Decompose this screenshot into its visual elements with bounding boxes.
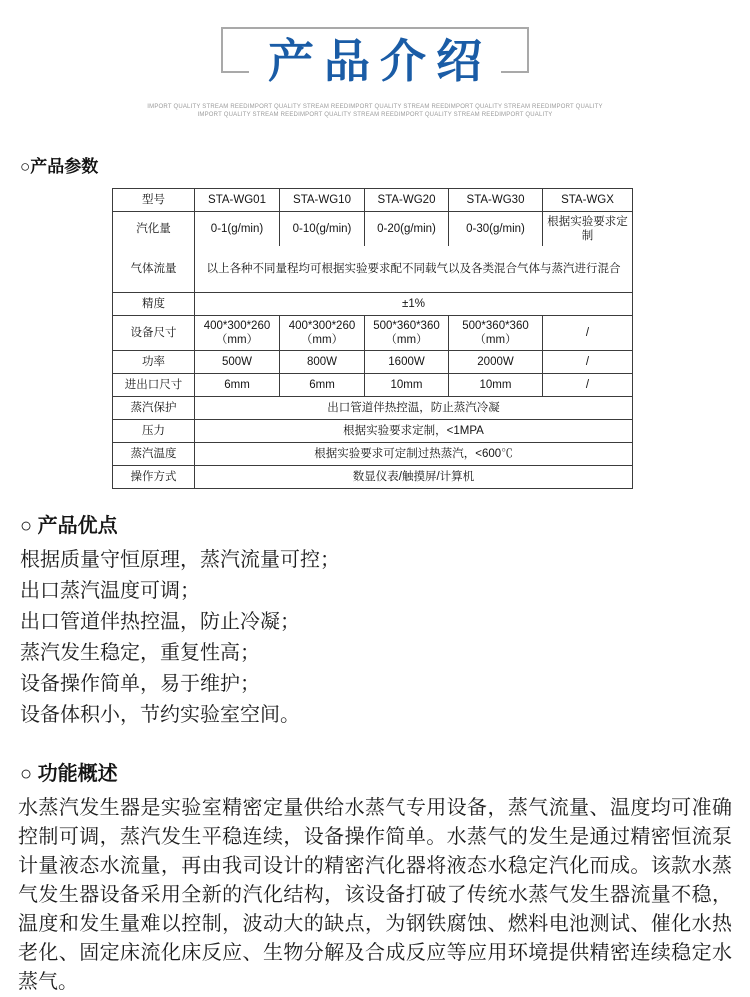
cell-power-wg10: 800W	[280, 351, 365, 374]
overview-paragraph: 水蒸汽发生器是实验室精密定量供给水蒸气专用设备，蒸气流量、温度均可准确控制可调，蒸汽发生平稳连续，设备操作简单。水蒸气的发生是通过精密恒流泵计量液态水流量，再由我司设计的精密汽化器将液态水稳定汽化而成。该款水蒸气发生器设备采用全新的汽化结构，该设备打破了传统水蒸气发生器流量不稳，温度和发生量难以控制，波动大的缺点，为钢铁腐蚀、燃料电池测试、催化水热老化、固定床流化床反应、生物分解及合成反应等应用环境提供精密连续稳定水蒸气。	[18, 797, 732, 993]
section-title-overview: ○ 功能概述	[20, 763, 118, 785]
cell-gas-flow: 以上各种不同量程均可根据实验要求配不同载气以及各类混合气体与蒸汽进行混合	[195, 246, 633, 293]
row-steam-protection	[113, 397, 633, 420]
row-label-dimensions: 设备尺寸	[113, 316, 195, 351]
section-title-advantages: ○ 产品优点	[20, 515, 118, 537]
cell-steam-temperature: 根据实验要求可定制过热蒸汽，<600℃	[195, 443, 633, 466]
row-vaporization	[113, 212, 633, 247]
advantage-line-2: 出口蒸汽温度可调；	[20, 580, 200, 602]
cell-operation: 数显仪表/触摸屏/计算机	[195, 466, 633, 489]
row-label-vaporization: 汽化量	[113, 212, 195, 247]
cell-power-wgx: /	[543, 351, 633, 374]
header-tagline	[0, 103, 750, 119]
row-accuracy	[113, 293, 633, 316]
page-title: 产品介绍	[268, 35, 492, 87]
header-frame-left	[221, 27, 249, 73]
cell-pressure: 根据实验要求定制，<1MPA	[195, 420, 633, 443]
section-title-params: ○产品参数	[20, 157, 99, 176]
cell-vaporization-wgx: 根据实验要求定制	[543, 212, 633, 247]
row-label-pressure: 压力	[113, 420, 195, 443]
row-operation	[113, 466, 633, 489]
cell-port-size-wgx: /	[543, 374, 633, 397]
col-header-wg20: STA-WG20	[365, 189, 449, 212]
cell-port-size-wg20: 10mm	[365, 374, 449, 397]
row-dimensions	[113, 316, 633, 351]
row-power	[113, 351, 633, 374]
header-frame-top	[221, 27, 529, 29]
advantages-list	[20, 545, 750, 731]
cell-dimensions-wg10: 400*300*260（mm）	[280, 316, 365, 351]
row-label-steam-protection: 蒸汽保护	[113, 397, 195, 420]
spec-table	[112, 188, 633, 489]
cell-port-size-wg30: 10mm	[449, 374, 543, 397]
page-header	[221, 27, 529, 100]
row-label-accuracy: 精度	[113, 293, 195, 316]
row-label-steam-temperature: 蒸汽温度	[113, 443, 195, 466]
advantage-line-1: 根据质量守恒原理，蒸汽流量可控；	[20, 549, 340, 571]
cell-power-wg30: 2000W	[449, 351, 543, 374]
cell-vaporization-wg10: 0-10(g/min)	[280, 212, 365, 247]
col-header-wg01: STA-WG01	[195, 189, 280, 212]
tagline-line2: IMPORT QUALITY STREAM REEDIMPORT QUALITY STREAM REEDIMPORT QUALITY STREAM REEDIMPORT QUALITY	[197, 112, 553, 118]
advantage-line-6: 设备体积小，节约实验室空间。	[20, 704, 300, 726]
col-header-model: 型号	[113, 189, 195, 212]
cell-dimensions-wg01: 400*300*260（mm）	[195, 316, 280, 351]
col-header-wgx: STA-WGX	[543, 189, 633, 212]
spec-header-row	[113, 189, 633, 212]
cell-dimensions-wgx: /	[543, 316, 633, 351]
row-label-power: 功率	[113, 351, 195, 374]
cell-dimensions-wg20: 500*360*360（mm）	[365, 316, 449, 351]
cell-accuracy: ±1%	[195, 293, 633, 316]
product-intro-page	[0, 27, 750, 997]
row-label-gas-flow: 气体流量	[113, 246, 195, 293]
tagline-line1: IMPORT QUALITY STREAM REEDIMPORT QUALITY STREAM REEDIMPORT QUALITY STREAM REEDIMPORT QUALITY STREAM REEDIMPORT QUALITY	[147, 104, 603, 110]
advantage-line-4: 蒸汽发生稳定，重复性高；	[20, 642, 260, 664]
row-gas-flow	[113, 246, 633, 293]
row-label-port-size: 进出口尺寸	[113, 374, 195, 397]
row-steam-temperature	[113, 443, 633, 466]
cell-vaporization-wg01: 0-1(g/min)	[195, 212, 280, 247]
row-label-operation: 操作方式	[113, 466, 195, 489]
row-pressure	[113, 420, 633, 443]
cell-steam-protection: 出口管道伴热控温，防止蒸汽冷凝	[195, 397, 633, 420]
cell-port-size-wg10: 6mm	[280, 374, 365, 397]
advantage-line-5: 设备操作简单，易于维护；	[20, 673, 260, 695]
cell-port-size-wg01: 6mm	[195, 374, 280, 397]
cell-power-wg01: 500W	[195, 351, 280, 374]
cell-power-wg20: 1600W	[365, 351, 449, 374]
col-header-wg30: STA-WG30	[449, 189, 543, 212]
cell-vaporization-wg20: 0-20(g/min)	[365, 212, 449, 247]
col-header-wg10: STA-WG10	[280, 189, 365, 212]
cell-vaporization-wg30: 0-30(g/min)	[449, 212, 543, 247]
header-frame-right	[501, 27, 529, 73]
cell-dimensions-wg30: 500*360*360（mm）	[449, 316, 543, 351]
advantage-line-3: 出口管道伴热控温，防止冷凝；	[20, 611, 300, 633]
row-port-size	[113, 374, 633, 397]
